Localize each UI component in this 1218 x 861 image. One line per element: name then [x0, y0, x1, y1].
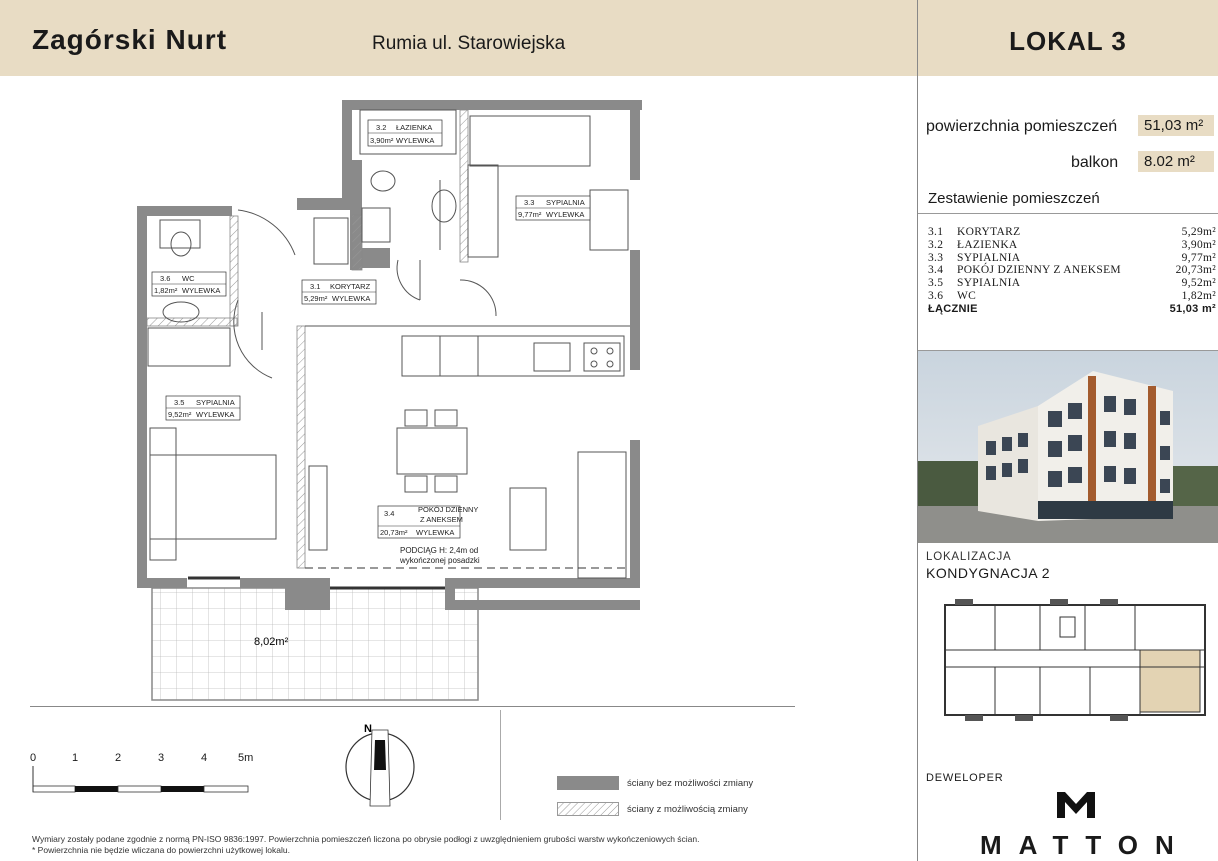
room-name: WC [957, 289, 977, 302]
room-row [928, 290, 1216, 303]
unit-title: LOKAL 3 [1009, 26, 1127, 56]
room-label-area: 9,77m² [518, 210, 542, 219]
room-row [928, 252, 1216, 265]
room-label-number: 3.3 [524, 198, 535, 207]
room-label-name: Z ANEKSEM [420, 515, 463, 524]
footnote-line: * Powierzchnia nie będzie wliczana do powierzchni użytkowej lokalu. [32, 845, 290, 855]
beam-note: wykończonej posadzki [400, 556, 480, 565]
area-value: 51,03 m² [1138, 115, 1214, 136]
project-address: Rumia ul. Starowiejska [372, 33, 566, 54]
room-label-number: 3.6 [160, 274, 171, 283]
developer-label: DEWELOPER [926, 772, 1004, 784]
area-label: powierzchnia pomieszczeń [926, 118, 1118, 135]
floor-key-plan [940, 595, 1210, 730]
room-name: KORYTARZ [957, 226, 1021, 238]
room-label-name: POKÓJ DZIENNY [418, 505, 479, 514]
rooms-separator [918, 213, 1218, 214]
room-label-number: 3.2 [376, 123, 387, 132]
legend-movable-label: ściany z możliwością zmiany [627, 804, 748, 815]
scale-bar [30, 752, 270, 801]
room-number: 3.2 [928, 238, 944, 251]
beam-note: PODCIĄG H: 2,4m od [400, 546, 479, 555]
total-label: ŁĄCZNIE [928, 302, 978, 315]
room-label-area: 20,73m² [380, 528, 408, 537]
scale-tick: 4 [201, 752, 208, 764]
room-label-floor: WYLEWKA [416, 528, 455, 537]
room-label-name: ŁAZIENKA [396, 123, 433, 132]
room-name: POKÓJ DZIENNY Z ANEKSEM [957, 264, 1121, 277]
scale-tick: 5m [238, 752, 254, 764]
location-value: KONDYGNACJA 2 [926, 565, 1050, 581]
footnote-line: Wymiary zostały podane zgodnie z normą PN-ISO 9836:1997. Powierzchnia pomieszczeń liczona po obrysie podłogi z uwzględnieniem grubości warstw wykończeniowych ścian. [32, 834, 700, 844]
room-number: 3.4 [928, 264, 944, 277]
room-area: 5,29m² [1181, 226, 1216, 238]
room-label-floor: WYLEWKA [196, 410, 235, 419]
room-name: SYPIALNIA [957, 277, 1021, 290]
rooms-title: Zestawienie pomieszczeń [928, 190, 1100, 207]
plan-footer-line [30, 706, 795, 707]
floor-plan [0, 76, 917, 861]
room-area: 1,82m² [1181, 289, 1216, 302]
header-bar [0, 0, 1218, 76]
room-label-area: 9,52m² [168, 410, 192, 419]
header-left [0, 0, 918, 76]
rooms-total-row [928, 303, 1216, 316]
room-label-number: 3.1 [310, 282, 321, 291]
movable-walls [147, 110, 468, 568]
scale-bar-graphic [30, 752, 270, 796]
room-number: 3.6 [928, 289, 944, 302]
matton-logo-icon [1055, 790, 1097, 820]
room-row [928, 277, 1216, 290]
room-area: 9,77m² [1181, 251, 1216, 264]
total-value: 51,03 m² [1169, 302, 1216, 315]
balcony-label: balkon [1071, 154, 1119, 171]
room-label-floor: WYLEWKA [332, 294, 371, 303]
legend-movable-swatch [557, 802, 619, 816]
balcony-value: 8.02 m² [1138, 151, 1214, 172]
scale-tick: 2 [115, 752, 122, 764]
room-label-name: SYPIALNIA [196, 398, 235, 407]
scale-tick: 3 [158, 752, 165, 764]
room-number: 3.5 [928, 277, 944, 290]
room-number: 3.1 [928, 226, 944, 238]
room-area: 3,90m² [1181, 238, 1216, 251]
room-label-area: 3,90m² [370, 136, 394, 145]
project-name: Zagórski Nurt [32, 24, 228, 55]
room-row [928, 226, 1216, 239]
building-render-image [918, 351, 1218, 543]
scale-tick: 0 [30, 752, 37, 764]
room-label-area: 1,82m² [154, 286, 178, 295]
room-area: 20,73m² [1175, 264, 1216, 277]
room-row [928, 264, 1216, 277]
north-arrow-icon [346, 723, 414, 806]
room-label-floor: WYLEWKA [546, 210, 585, 219]
room-label-number: 3.5 [174, 398, 185, 407]
room-label-floor: WYLEWKA [182, 286, 221, 295]
north-label: N [364, 723, 372, 735]
legend-fixed-label: ściany bez możliwości zmiany [627, 778, 754, 789]
location-label: LOKALIZACJA [926, 551, 1012, 563]
room-label-number: 3.4 [384, 509, 395, 518]
rooms-table [928, 226, 1216, 316]
room-label-name: KORYTARZ [330, 282, 371, 291]
developer-name: MATTON [980, 830, 1191, 860]
room-label-area: 5,29m² [304, 294, 328, 303]
plan-footer-divider [500, 710, 501, 820]
room-row [928, 239, 1216, 252]
legend-fixed-swatch [557, 776, 619, 790]
header-right [918, 0, 1218, 76]
room-name: ŁAZIENKA [957, 238, 1018, 251]
scale-tick: 1 [72, 752, 79, 764]
room-label-floor: WYLEWKA [396, 136, 435, 145]
room-label-name: SYPIALNIA [546, 198, 585, 207]
room-number: 3.3 [928, 251, 944, 264]
room-label-name: WC [182, 274, 195, 283]
room-area: 9,52m² [1181, 277, 1216, 290]
balcony-area-label: 8,02m² [254, 636, 289, 648]
room-name: SYPIALNIA [957, 251, 1021, 264]
